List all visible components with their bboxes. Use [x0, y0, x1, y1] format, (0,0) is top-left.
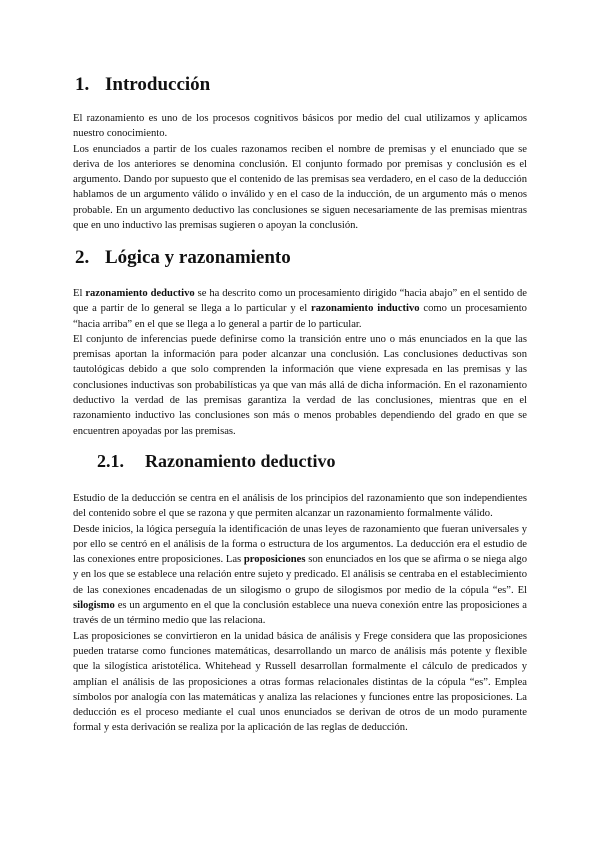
- section-title: Introducción: [105, 74, 211, 95]
- key-term: proposiciones: [243, 554, 306, 566]
- paragraph: [73, 111, 527, 142]
- paragraph: [73, 522, 527, 629]
- text-run: El conjunto de inferencias puede definirse como la transición entre uno o más enunciados en la que las premisas aportan la información para poder alcanzar una conclusión. Las conclusiones deductivas son tautológicas debido a que solo comprenden la información que viene expresada en las premisas y las conclusiones inductivas son probabilísticas ya que van más allá de dicha información. En el razonamiento deductivo la verdad de las premisas garantiza la verdad de las conclusiones, mientras que en el razonamiento inductivo las conclusiones son más o menos probables dependiendo del grado en que se encuentren apoyadas por las premisas.: [73, 333, 527, 437]
- text-run: como un procesamiento “hacia arriba” en el que se llega a lo general a partir de lo particular.: [73, 303, 527, 330]
- text-run: Estudio de la deducción se centra en el análisis de los principios del razonamiento que son independientes del contenido sobre el que se razona y que permiten alcanzar un razonamiento formalmente válido.: [73, 493, 527, 520]
- section-title: Lógica y razonamiento: [105, 247, 291, 268]
- paragraph: [73, 629, 527, 736]
- section-number: 2.: [75, 247, 90, 268]
- section-2-body: [73, 286, 527, 439]
- text-run: se ha descrito como un procesamiento dirigido “hacia abajo” en el sentido de que a partir de lo general se llega a lo particular y el: [73, 288, 527, 315]
- text-run: Desde inicios, la lógica perseguía la identificación de unas leyes de razonamiento que fueran universales y por ello se centró en el análisis de la forma o estructura de los argumentos. La deducción era el estudio de las conexiones entre proposiciones. Las: [73, 523, 527, 566]
- key-term: silogismo: [73, 600, 115, 612]
- section-number: 2.1.: [97, 451, 124, 471]
- paragraph: [73, 142, 527, 234]
- key-term: razonamiento inductivo: [311, 303, 420, 315]
- text-run: El: [73, 288, 86, 299]
- paragraph: [73, 286, 527, 332]
- section-number: 1.: [75, 74, 90, 95]
- section-title: Razonamiento deductivo: [145, 451, 336, 471]
- paragraph: [73, 491, 527, 522]
- text-run: son enunciados en los que se afirma o se niega algo y en los que se establece una relación entre sujeto y predicado. El análisis se centraba en el establecimiento de las conexiones encadenadas de un silogismo o grupo de silogismos por medio de la cópula “es”. El: [73, 554, 527, 596]
- section-2-heading: [75, 247, 291, 269]
- paragraph: [73, 332, 527, 439]
- text-run: Los enunciados a partir de los cuales razonamos reciben el nombre de premisas y el enunciado que se deriva de los anteriores se denomina conclusión. El conjunto formado por premisas y conclusión es el argumento. Dando por supuesto que el contenido de las premisas sea verdadero, en el caso de la deducción hablamos de un argumento válido o inválido y en el caso de la inducción, de un argumento más o menos probable. En un argumento deductivo las conclusiones se siguen necesariamente de las premisas mientras que en uno inductivo las premisas sugieren o apoyan la conclusión.: [73, 143, 527, 232]
- section-2-1-heading: [97, 451, 336, 472]
- section-1-body: [73, 111, 527, 233]
- key-term: razonamiento deductivo: [85, 288, 195, 299]
- section-2-1-body: [73, 491, 527, 736]
- text-run: es un argumento en el que la conclusión establece una nueva conexión entre las proposiciones a través de un término medio que las relaciona.: [73, 600, 527, 627]
- text-run: El razonamiento es uno de los procesos cognitivos básicos por medio del cual utilizamos y aplicamos nuestro conocimiento.: [73, 113, 527, 140]
- section-1-heading: [75, 74, 210, 96]
- text-run: Las proposiciones se convirtieron en la unidad básica de análisis y Frege considera que las proposiciones pueden tratarse como funciones matemáticas, desarrollando un marco de análisis más potente y flexible que la silogística aristotélica. Whitehead y Russell desarrollan formalmente el cálculo de predicados y amplían el análisis de las proposiciones a otras formas relacionales distintas de la cópula “es”. Emplea símbolos por analogía con las matemáticas y analiza las relaciones y funciones entre las proposiciones. La deducción es el proceso mediante el cual unos enunciados se derivan de otros de un modo puramente formal y esta derivación se realiza por la aplicación de las reglas de deducción.: [73, 630, 527, 734]
